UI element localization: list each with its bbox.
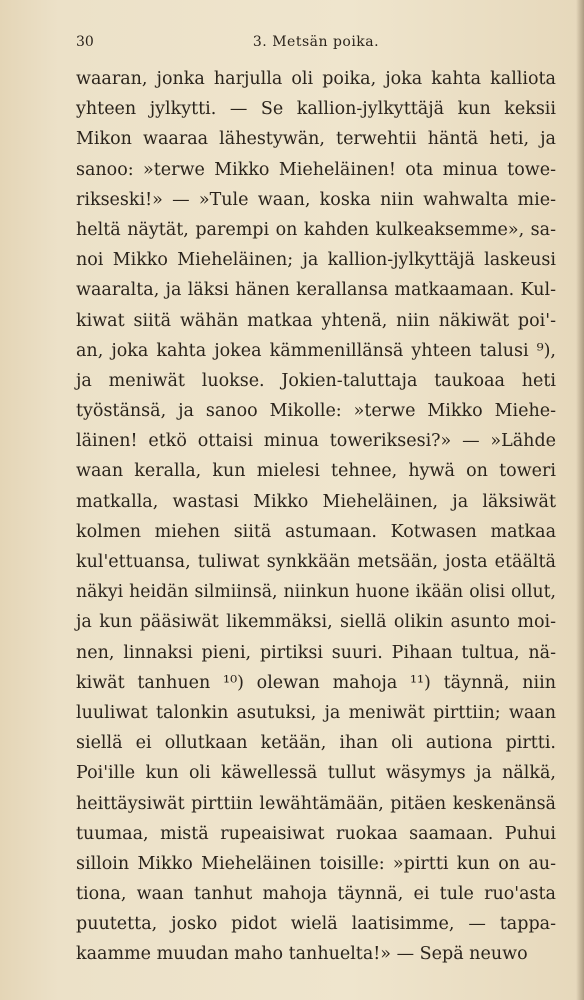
text-line: Mikon waaraa lähestywän, terwehtii häntä heti, ja xyxy=(76,129,556,150)
body-text xyxy=(76,64,556,970)
text-line: Poi'ille kun oli käwellessä tullut wäsymys ja nälkä, xyxy=(76,763,556,784)
text-line: waaran, jonka harjulla oli poika, joka kahta kalliota xyxy=(76,69,556,89)
text-line: siellä ei ollutkaan ketään, ihan oli autiona pirtti. xyxy=(76,733,556,754)
text-line: ja meniwät luokse. Jokien-taluttaja taukoaa heti xyxy=(76,370,556,391)
text-line: kul'ettuansa, tuliwat synkkään metsään, josta etäältä xyxy=(76,552,556,572)
text-line: tiona, waan tanhut mahoja täynnä, ei tule ruo'asta xyxy=(76,884,556,905)
text-line: matkalla, wastasi Mikko Mieheläinen, ja läksiwät xyxy=(76,491,556,512)
text-line: luuliwat talonkin asutuksi, ja meniwät pirttiin; waan xyxy=(76,702,556,723)
text-line: rikseski!» — »Tule waan, koska niin wahwalta mie- xyxy=(76,189,556,210)
text-line: noi Mikko Mieheläinen; ja kallion-jylkyttäjä laskeusi xyxy=(76,250,556,271)
text-line: waaralta, ja läksi hänen kerallansa matkaamaan. Kul- xyxy=(76,280,556,301)
text-line: heltä näytät, parempi on kahden kulkeaksemme», sa- xyxy=(76,219,556,240)
page-number: 30 xyxy=(76,34,94,50)
text-line: heittäysiwät pirttiin lewähtämään, pitäen keskenänsä xyxy=(76,793,556,814)
running-head: 3. Metsän poika. xyxy=(252,34,380,50)
text-line: silloin Mikko Mieheläinen toisille: »pirtti kun on au- xyxy=(76,853,556,874)
text-line: puutetta, josko pidot wielä laatisimme, — tappa- xyxy=(76,914,556,935)
text-line: waan keralla, kun mielesi tehnee, hywä on toweri xyxy=(76,461,556,482)
text-line: läinen! etkö ottaisi minua toweriksesi?» — »Lähde xyxy=(76,431,556,452)
text-line: kiwät tanhuen ¹⁰) olewan mahoja ¹¹) täynnä, niin xyxy=(76,672,556,693)
text-line: tuumaa, mistä rupeaisiwat ruokaa saamaan. Puhui xyxy=(76,823,556,844)
text-line: yhteen jylkytti. — Se kallion-jylkyttäjä kun keksii xyxy=(76,99,556,120)
text-line: näkyi heidän silmiinsä, niinkun huone ikään olisi ollut, xyxy=(76,582,556,603)
text-line: työstänsä, ja sanoo Mikolle: »terwe Mikko Miehe- xyxy=(76,401,556,422)
text-line: kiwat siitä wähän matkaa yhtenä, niin näkiwät poi'- xyxy=(76,310,556,331)
text-line: nen, linnaksi pieni, pirtiksi suuri. Pihaan tultua, nä- xyxy=(76,642,556,663)
text-line: an, joka kahta jokea kämmenillänsä yhteen talusi ⁹), xyxy=(76,340,556,361)
page-header xyxy=(76,34,556,54)
text-line: kolmen miehen siitä astumaan. Kotwasen matkaa xyxy=(76,521,556,542)
text-line: sanoo: »terwe Mikko Mieheläinen! ota minua towe- xyxy=(76,159,556,180)
page-edge-shadow xyxy=(576,0,584,1000)
text-line: kaamme muudan maho tanhuelta!» — Sepä neuwo xyxy=(76,944,528,965)
text-line: ja kun pääsiwät likemmäksi, siellä olikin asunto moi- xyxy=(76,612,556,633)
